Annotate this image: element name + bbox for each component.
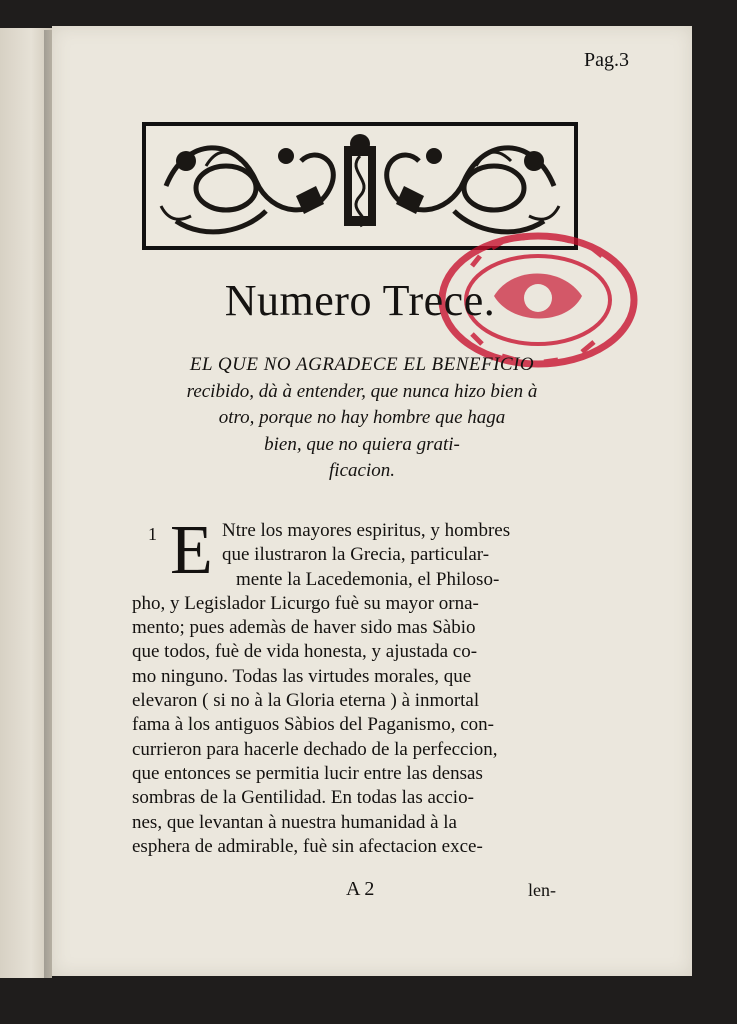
body-line: nes, que levantan à nuestra humanidad à la	[132, 811, 457, 833]
body-line: mo ninguno. Todas las virtudes morales, que	[132, 665, 472, 687]
body-line: currieron para hacerle dechado de la perfeccion,	[132, 738, 498, 760]
page-title: Numero Trece.	[224, 276, 496, 325]
body-line: que entonces se permitia lucir entre las densas	[132, 762, 483, 784]
page-number: Pag.3	[584, 49, 629, 71]
summary-line: bien, que no quiera grati-	[264, 433, 460, 455]
catchword: len-	[528, 880, 556, 900]
summary-line: otro, porque no hay hombre que haga	[218, 407, 506, 428]
body-line: sombras de la Gentilidad. En todas las accio-	[132, 787, 474, 809]
paragraph-number: 1	[148, 524, 157, 544]
body-line: pho, y Legislador Licurgo fuè su mayor orna-	[132, 592, 479, 614]
body-line: fama à los antiguos Sàbios del Paganismo, con-	[132, 714, 494, 736]
body-line: esphera de admirable, fuè sin afectacion exce-	[132, 835, 483, 857]
body-line: que ilustraron la Grecia, particular-	[222, 544, 490, 566]
body-line: mento; pues ademàs de haver sido mas Sàbio	[132, 617, 476, 639]
summary-heading	[132, 352, 592, 485]
body-line: elevaron ( si no à la Gloria eterna ) à inmortal	[132, 690, 480, 712]
summary-line: ficacion.	[329, 460, 395, 481]
summary-line: EL QUE NO AGRADECE EL BENEFICIO	[189, 354, 535, 375]
body-line: Ntre los mayores espiritus, y hombres	[222, 520, 511, 541]
summary-line: recibido, dà à entender, que nunca hizo bien à	[186, 380, 538, 402]
signature-mark: A 2	[346, 878, 375, 900]
body-line: mente la Lacedemonia, el Philoso-	[236, 568, 500, 590]
body-paragraph	[132, 512, 588, 859]
drop-cap: E	[170, 512, 213, 589]
body-line: que todos, fuè de vida honesta, y ajustada co-	[132, 641, 478, 663]
